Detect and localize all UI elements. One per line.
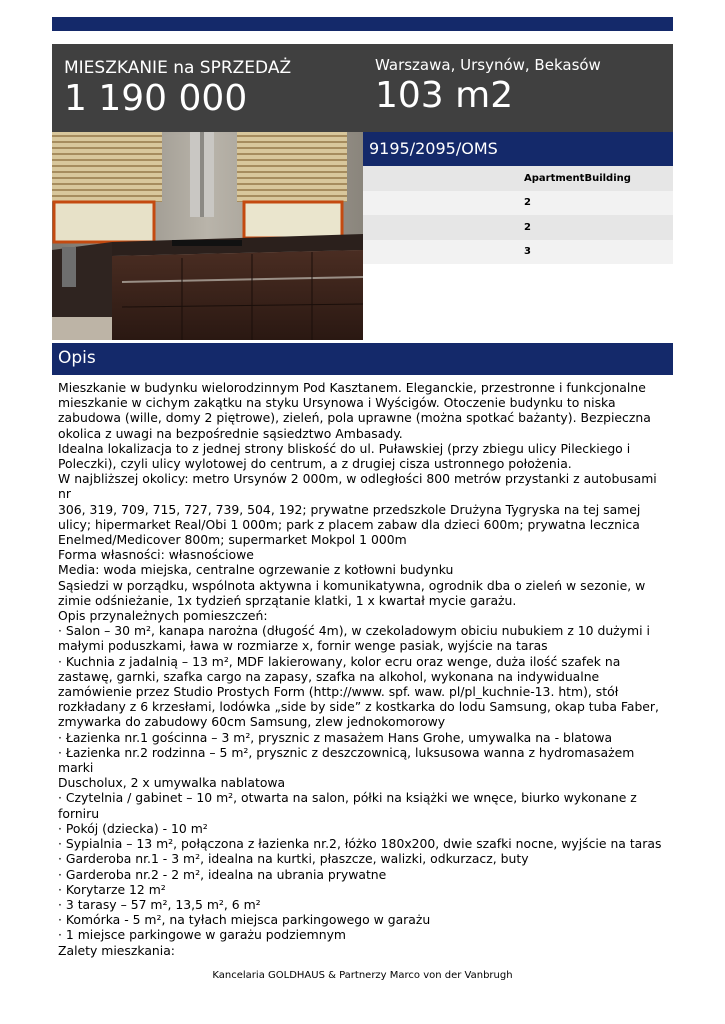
description-line: · Pokój (dziecka) - 10 m² [58,820,208,836]
attribute-value: 3 [524,246,531,258]
description-line: · Komórka - 5 m², na tyłach miejsca parkingowego w garażu [58,912,431,928]
section-header [52,343,673,375]
description-line: Zalety mieszkania: [58,942,175,958]
description-line: Forma własności: własnościowe [58,547,254,563]
description-line: Opis przynależnych pomieszczeń: [58,608,268,624]
kitchen-photo [52,132,363,340]
description-line: · Garderoba nr.1 - 3 m², idealna na kurtki, płaszcze, walizki, odkurzacz, buty [58,851,529,867]
description-line: · Sypialnia – 13 m², połączona z łazienka nr.2, łóżko 180x200, dwie szafki nocne, wyjście na taras [58,836,662,852]
attribute-value: ApartmentBuilding [524,172,631,184]
description-line: · Łazienka nr.2 rodzinna – 5 m², prysznic z deszczownicą, luksusowa wanna z hydromasażem marki [58,744,635,776]
area: 103 m2 [375,75,514,116]
description-line: rozkładany z 6 krzesłami, lodówka „side by side” z kostkarka do lodu Samsung, okap tuba Faber, [58,699,659,715]
description-line: · Korytarze 12 m² [58,881,166,897]
description-line: zamówienie przez Studio Prostych Form (http://www. spf. waw. pl/pl_kuchnie-13. htm), stół [58,684,619,700]
description-line: małymi poduszkami, ława w rozmiarze x, fornir wenge pasiak, wyjście na taras [58,638,548,654]
description-line: zimie odśnieżanie, 1x tydzień sprzątanie klatki, 1 x kwartał mycie garażu. [58,592,517,608]
description-line: Idealna lokalizacja to z jednej strony bliskość do ul. Puławskiej (przy zbiegu ulicy Pileckiego i [58,440,631,456]
description-line: okolica z uwagi na bezpośrednie sąsiedztwo Ambasady. [58,425,403,441]
description-line: Media: woda miejska, centralne ogrzewanie z kotłowni budynku [58,562,454,578]
description-line: · Czytelnia / gabinet – 10 m², otwarta na salon, półki na książki we wnęce, biurko wykonane z [58,790,637,806]
price: 1 190 000 [64,78,248,119]
description-line: mieszkanie w cichym zakątku na styku Ursynowa i Wyścigów. Otoczenie budynku to niska [58,395,616,411]
top-accent-bar [52,17,673,31]
description-line: · 3 tarasy – 57 m², 13,5 m², 6 m² [58,896,261,912]
listing-header [52,44,673,132]
reference-bar [363,132,673,166]
description-line: Enelmed/Medicover 800m; supermarket Mokpol 1 000m [58,532,407,548]
attribute-row [363,166,673,191]
description-line: zmywarka do zabudowy 60cm Samsung, zlew jednokomorowy [58,714,446,730]
description-line: · Garderoba nr.2 - 2 m², idealna na ubrania prywatne [58,866,387,882]
description-line: Mieszkanie w budynku wielorodzinnym Pod Kasztanem. Eleganckie, przestronne i funkcjonalne [58,380,646,395]
description-line: 306, 319, 709, 715, 727, 739, 504, 192; prywatne przedszkole Drużyna Tygryska na tej samej [58,501,641,517]
description-line: · 1 miejsce parkingowe w garażu podziemnym [58,927,346,943]
attribute-value: 2 [524,197,531,209]
footer: Kancelaria GOLDHAUS & Partnerzy Marco von der Vanbrugh [212,970,513,981]
description-line: Duscholux, 2 x umywalka nablatowa [58,775,286,791]
attribute-row [363,215,673,240]
description [58,380,668,958]
description-line: zastawę, garnki, szafka cargo na zapasy, szafka na alkohol, wykonana na indywidualne [58,668,600,684]
description-line: forniru [58,805,100,821]
location: Warszawa, Ursynów, Bekasów [375,56,601,74]
description-line: Sąsiedzi w porządku, wspólnota aktywna i komunikatywna, ogrodnik dba o zieleń w sezonie, w [58,577,646,593]
offer-type: MIESZKANIE na SPRZEDAŻ [64,58,292,78]
reference-number: 9195/2095/OMS [369,139,498,158]
description-line: · Kuchnia z jadalnią – 13 m², MDF lakierowany, kolor ecru oraz wenge, duża ilość szafek na [58,653,621,669]
section-title: Opis [58,348,96,368]
attributes-table [363,166,673,264]
description-line: W najbliższej okolicy: metro Ursynów 2 000m, w odległości 800 metrów przystanki z autobusami nr [58,471,657,502]
description-line: · Salon – 30 m², kanapa narożna (długość 4m), w czekoladowym obiciu nubukiem z 10 dużymi i [58,623,650,639]
description-line: ulicy; hipermarket Real/Obi 1 000m; park z placem zabaw dla dzieci 600m; prywatna lecznica [58,516,640,532]
description-line: · Łazienka nr.1 gościnna – 3 m², prysznic z masażem Hans Grohe, umywalka na - blatowa [58,729,613,745]
description-line: zabudowa (wille, domy 2 piętrowe), zieleń, pola uprawne (można spotkać bażanty). Bezpieczna [58,410,651,426]
attribute-value: 2 [524,221,531,233]
attribute-row [363,240,673,265]
attribute-row [363,191,673,216]
description-line: Poleczki), czyli ulicy wylotowej do centrum, a z drugiej cisza ustronnego położenia. [58,456,572,472]
